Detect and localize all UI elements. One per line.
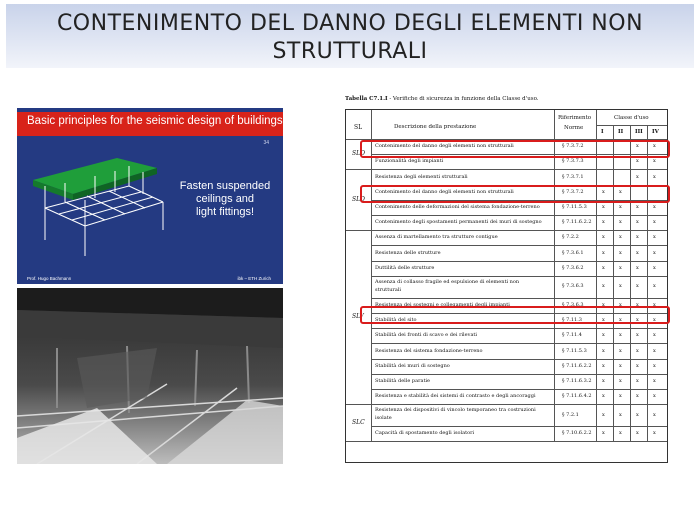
highlight-slv-installations <box>360 306 670 324</box>
row-mark-class-2: x <box>619 377 622 384</box>
row-description: Contenimento del danno degli elementi non strutturali <box>375 143 514 150</box>
row-divider <box>346 404 667 405</box>
row-mark-class-1: x <box>602 411 605 418</box>
row-mark-class-1: x <box>602 317 605 324</box>
row-divider <box>371 359 667 360</box>
row-mark-class-1: x <box>602 393 605 400</box>
verification-table <box>345 109 668 463</box>
row-mark-class-2: x <box>619 264 622 271</box>
row-mark-class-3: x <box>636 219 639 226</box>
ceiling-damage-photo <box>17 288 283 464</box>
page-title-line1: CONTENIMENTO DEL DANNO DEGLI ELEMENTI NON <box>56 11 644 36</box>
row-mark-class-3: x <box>636 301 639 308</box>
row-reference: § 7.3.7.2 <box>562 143 584 150</box>
row-divider <box>371 426 667 427</box>
row-description: Assenza di collasso fragile ed espulsione di elementi non <box>375 278 520 285</box>
row-mark-class-2: x <box>619 234 622 241</box>
row-mark-class-2: x <box>619 411 622 418</box>
row-reference: § 7.11.5.3 <box>562 347 587 354</box>
row-description: Resistenza dei dispositivi di vincolo temporaneo tra costruzioni <box>375 407 536 414</box>
header-sl: SL <box>354 124 363 131</box>
row-mark-class-4: x <box>653 249 656 256</box>
slide-caption <box>169 180 281 219</box>
class-header-3: III <box>635 129 643 135</box>
slide-institution: ibk – ETH Zurich <box>237 276 271 281</box>
row-mark-class-3: x <box>636 332 639 339</box>
class-header-divider <box>596 125 667 126</box>
row-description: Resistenza del sistema fondazione-terreno <box>375 347 483 354</box>
row-divider <box>371 328 667 329</box>
row-mark-class-1: x <box>602 362 605 369</box>
row-mark-class-2: x <box>619 393 622 400</box>
row-reference: § 7.11.3 <box>562 317 582 324</box>
row-description: Resistenza dei sostegni e collegamenti degli impianti <box>375 301 510 308</box>
row-divider <box>371 343 667 344</box>
row-description: Resistenza degli elementi strutturali <box>375 173 468 180</box>
row-divider <box>371 298 667 299</box>
row-mark-class-1: x <box>602 203 605 210</box>
highlight-slo-nonstructural <box>360 140 670 158</box>
row-divider <box>371 374 667 375</box>
row-reference: § 7.3.6.3 <box>562 283 584 290</box>
row-mark-class-4: x <box>653 347 656 354</box>
row-description-cont: strutturali <box>375 286 401 293</box>
row-mark-class-2: x <box>619 188 622 195</box>
row-mark-class-3: x <box>636 158 639 165</box>
row-divider <box>346 169 667 170</box>
row-mark-class-3: x <box>636 143 639 150</box>
row-reference: § 7.3.7.1 <box>562 173 584 180</box>
row-mark-class-2: x <box>619 347 622 354</box>
col-divider-class-2 <box>613 125 614 441</box>
row-mark-class-1: x <box>602 377 605 384</box>
row-description: Contenimento del danno degli elementi non strutturali <box>375 188 514 195</box>
row-mark-class-4: x <box>653 158 656 165</box>
row-description: Assenza di martellamento tra strutture contigue <box>375 234 498 241</box>
row-reference: § 7.2.2 <box>562 234 579 241</box>
slide-caption-line2: ceilings and <box>195 193 255 205</box>
row-mark-class-4: x <box>653 301 656 308</box>
row-mark-class-3: x <box>636 249 639 256</box>
row-mark-class-2: x <box>619 219 622 226</box>
row-mark-class-4: x <box>653 332 656 339</box>
class-header-2: II <box>618 129 624 135</box>
row-mark-class-4: x <box>653 264 656 271</box>
row-mark-class-2: x <box>619 317 622 324</box>
row-mark-class-4: x <box>653 377 656 384</box>
row-divider <box>371 389 667 390</box>
row-mark-class-3: x <box>636 411 639 418</box>
row-mark-class-1: x <box>602 332 605 339</box>
row-mark-class-4: x <box>653 143 656 150</box>
row-mark-class-3: x <box>636 430 639 437</box>
row-description: Funzionalità degli impianti <box>375 158 444 165</box>
header-reference-line1: Riferimento <box>558 115 592 121</box>
row-description: Contenimento delle deformazioni del sistema fondazione-terreno <box>375 203 540 210</box>
highlight-sld-nonstructural <box>360 185 670 203</box>
ceiling-photo-drawing <box>17 288 283 464</box>
row-mark-class-1: x <box>602 430 605 437</box>
row-description: Stabilità dei fronti di scavo e dei rilevati <box>375 332 478 339</box>
row-reference: § 7.10.6.2.2 <box>562 430 592 437</box>
row-divider <box>346 230 667 231</box>
table-caption <box>345 96 539 102</box>
header-description: Descrizione della prestazione <box>394 124 477 130</box>
row-mark-class-3: x <box>636 317 639 324</box>
row-mark-class-2: x <box>619 362 622 369</box>
group-label-sld: SLD <box>352 195 365 203</box>
class-header-1: I <box>601 129 604 135</box>
row-description: Resistenza e stabilità dei sistemi di contrasto e degli ancoraggi <box>375 393 536 400</box>
page-title <box>6 10 694 66</box>
row-mark-class-1: x <box>602 249 605 256</box>
group-label-slc: SLC <box>352 418 365 426</box>
row-reference: § 7.11.6.3.2 <box>562 377 592 384</box>
row-mark-class-4: x <box>653 283 656 290</box>
row-mark-class-4: x <box>653 362 656 369</box>
group-label-slo: SLO <box>352 150 366 158</box>
row-reference: § 7.3.7.3 <box>562 158 584 165</box>
row-mark-class-4: x <box>653 173 656 180</box>
row-mark-class-4: x <box>653 203 656 210</box>
slide-heading: Basic principles for the seismic design of buildings <box>27 115 283 127</box>
row-divider <box>371 276 667 277</box>
col-divider-reference <box>554 110 555 441</box>
row-mark-class-3: x <box>636 234 639 241</box>
row-divider <box>371 261 667 262</box>
slide-caption-line3: light fittings! <box>195 206 255 218</box>
row-divider <box>346 441 667 442</box>
row-reference: § 7.11.6.2.2 <box>562 219 592 226</box>
group-label-slv: SLV <box>352 313 364 321</box>
row-reference: § 7.2.1 <box>562 411 579 418</box>
slide-page-number: 34 <box>263 140 269 146</box>
row-reference: § 7.11.6.4.2 <box>562 393 592 400</box>
seismic-design-slide <box>17 108 283 284</box>
row-mark-class-3: x <box>636 264 639 271</box>
row-mark-class-4: x <box>653 393 656 400</box>
row-mark-class-2: x <box>619 430 622 437</box>
row-divider <box>371 245 667 246</box>
row-mark-class-3: x <box>636 173 639 180</box>
row-description: Stabilità del sito <box>375 317 417 324</box>
row-mark-class-3: x <box>636 283 639 290</box>
row-description-cont: isolate <box>375 415 392 422</box>
row-divider <box>371 215 667 216</box>
row-mark-class-2: x <box>619 283 622 290</box>
row-mark-class-4: x <box>653 234 656 241</box>
title-band <box>6 4 694 68</box>
header-class-use: Classe d'uso <box>614 115 649 121</box>
row-reference: § 7.11.4 <box>562 332 582 339</box>
row-mark-class-1: x <box>602 264 605 271</box>
table-caption-text: - Verifiche di sicurezza in funzione della Classe d'uso. <box>387 96 539 102</box>
header-reference-line2: Norme <box>564 125 584 131</box>
row-reference: § 7.3.6.2 <box>562 264 584 271</box>
row-mark-class-2: x <box>619 301 622 308</box>
row-mark-class-4: x <box>653 430 656 437</box>
class-header-4: IV <box>652 129 659 135</box>
row-mark-class-2: x <box>619 203 622 210</box>
row-reference: § 7.11.6.2.2 <box>562 362 592 369</box>
row-mark-class-4: x <box>653 317 656 324</box>
row-mark-class-3: x <box>636 393 639 400</box>
row-mark-class-4: x <box>653 219 656 226</box>
col-divider-class-4 <box>647 125 648 441</box>
row-mark-class-1: x <box>602 301 605 308</box>
row-description: Stabilità delle paratie <box>375 377 431 384</box>
row-mark-class-2: x <box>619 249 622 256</box>
row-mark-class-3: x <box>636 203 639 210</box>
row-description: Duttilità delle strutture <box>375 264 435 271</box>
page-title-line2: STRUTTURALI <box>272 39 428 64</box>
suspended-ceiling-illustration <box>25 138 175 268</box>
row-mark-class-3: x <box>636 377 639 384</box>
row-reference: § 7.3.7.2 <box>562 188 584 195</box>
row-mark-class-1: x <box>602 234 605 241</box>
table-caption-id: Tabella C7.1.I <box>345 96 388 102</box>
row-mark-class-2: x <box>619 332 622 339</box>
row-mark-class-1: x <box>602 283 605 290</box>
row-mark-class-3: x <box>636 362 639 369</box>
row-description: Stabilità dei muri di sostegno <box>375 362 450 369</box>
row-mark-class-4: x <box>653 411 656 418</box>
row-mark-class-1: x <box>602 188 605 195</box>
row-description: Capacità di spostamento degli isolatori <box>375 430 475 437</box>
row-description: Contenimento degli spostamenti permanenti dei muri di sostegno <box>375 219 542 226</box>
row-reference: § 7.3.6.3 <box>562 301 584 308</box>
col-divider-description <box>371 110 372 441</box>
slide-caption-line1: Fasten suspended <box>179 180 271 192</box>
row-mark-class-1: x <box>602 219 605 226</box>
col-divider-class-1 <box>596 110 597 441</box>
slide-author: Prof. Hugo Bachmann <box>27 276 72 281</box>
col-divider-class-3 <box>630 125 631 441</box>
row-mark-class-1: x <box>602 347 605 354</box>
row-reference: § 7.11.5.3 <box>562 203 587 210</box>
row-description: Resistenza delle strutture <box>375 249 441 256</box>
row-mark-class-3: x <box>636 347 639 354</box>
row-reference: § 7.3.6.1 <box>562 249 584 256</box>
